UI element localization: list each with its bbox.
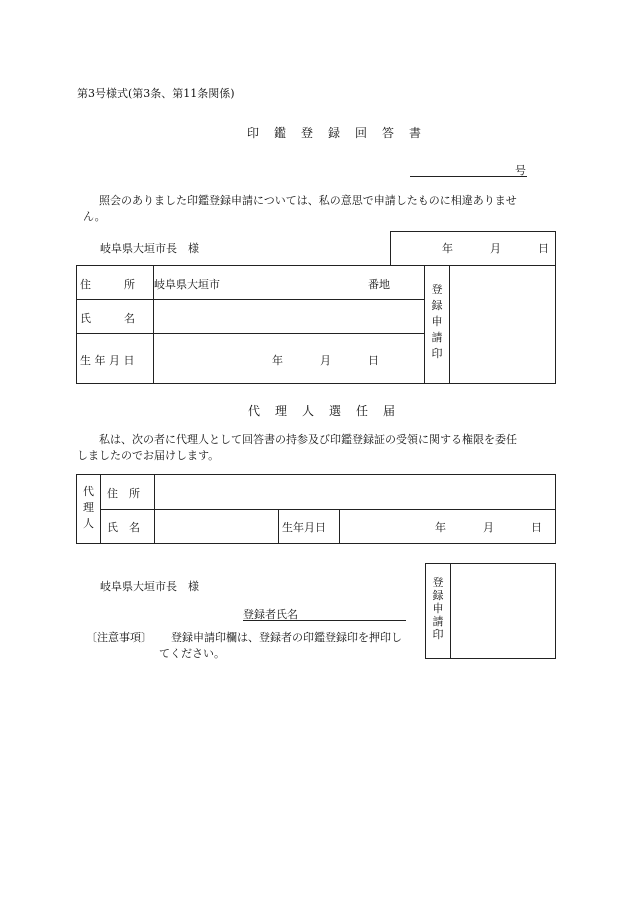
number-suffix: 号 xyxy=(515,164,526,177)
proxy-address-label: 住 所 xyxy=(107,487,140,500)
registrant-underline xyxy=(243,620,406,621)
proxy-side-label: 代 理 人 xyxy=(83,485,94,530)
proxy-paragraph-line1: 私は、次の者に代理人として回答書の持参及び印鑑登録証の受領に関する権限を委任 xyxy=(99,433,517,446)
form-number: 第3号様式(第3条、第11条関係) xyxy=(77,87,235,100)
proxy-birth-month: 月 xyxy=(483,521,494,534)
document-title: 印鑑登録回答書 xyxy=(247,126,437,140)
reply-address-banchi: 番地 xyxy=(368,278,390,291)
reply-addressee: 岐阜県大垣市長 様 xyxy=(100,242,199,255)
reply-paragraph xyxy=(77,193,517,225)
reply-date-day: 日 xyxy=(538,242,549,255)
reply-birth-day: 日 xyxy=(368,354,379,367)
reply-birth-year: 年 xyxy=(272,354,283,367)
proxy-name-label: 氏 名 xyxy=(107,521,140,534)
number-underline xyxy=(410,176,527,177)
reply-name-label: 氏 名 xyxy=(80,312,135,325)
proxy-title: 代理人選任届 xyxy=(248,404,411,418)
reply-seal-area xyxy=(450,266,555,383)
proxy-paragraph-line2: しましたのでお届けします。 xyxy=(77,449,220,462)
proxy-birth-label: 生年月日 xyxy=(282,521,326,534)
proxy-birth-day: 日 xyxy=(531,521,542,534)
notes-line1: 登録申請印欄は、登録者の印鑑登録印を押印し xyxy=(171,631,402,644)
reply-paragraph-line2: ん。 xyxy=(83,210,106,223)
reply-address-label: 住 所 xyxy=(80,278,135,291)
notes-label: 〔注意事項〕 xyxy=(86,631,152,644)
reply-date-year: 年 xyxy=(442,242,453,255)
proxy-paragraph xyxy=(77,432,517,464)
proxy-seal-label: 登 録 申 請 印 xyxy=(432,576,444,641)
reply-address-city: 岐阜県大垣市 xyxy=(154,278,220,291)
proxy-addressee: 岐阜県大垣市長 様 xyxy=(100,580,199,593)
reply-paragraph-line1: 照会のありました印鑑登録申請については、私の意思で申請したものに相違ありませ xyxy=(99,194,517,207)
registrant-label: 登録者氏名 xyxy=(243,608,298,621)
proxy-seal-area xyxy=(451,564,555,658)
reply-birth-label: 生 年 月 日 xyxy=(80,354,135,367)
reply-date-box xyxy=(390,231,556,266)
reply-date-month: 月 xyxy=(490,242,501,255)
reply-birth-month: 月 xyxy=(320,354,331,367)
reply-seal-label: 登 録 申 請 印 xyxy=(431,283,443,360)
proxy-birth-year: 年 xyxy=(435,521,446,534)
notes-line2: てください。 xyxy=(159,647,225,660)
